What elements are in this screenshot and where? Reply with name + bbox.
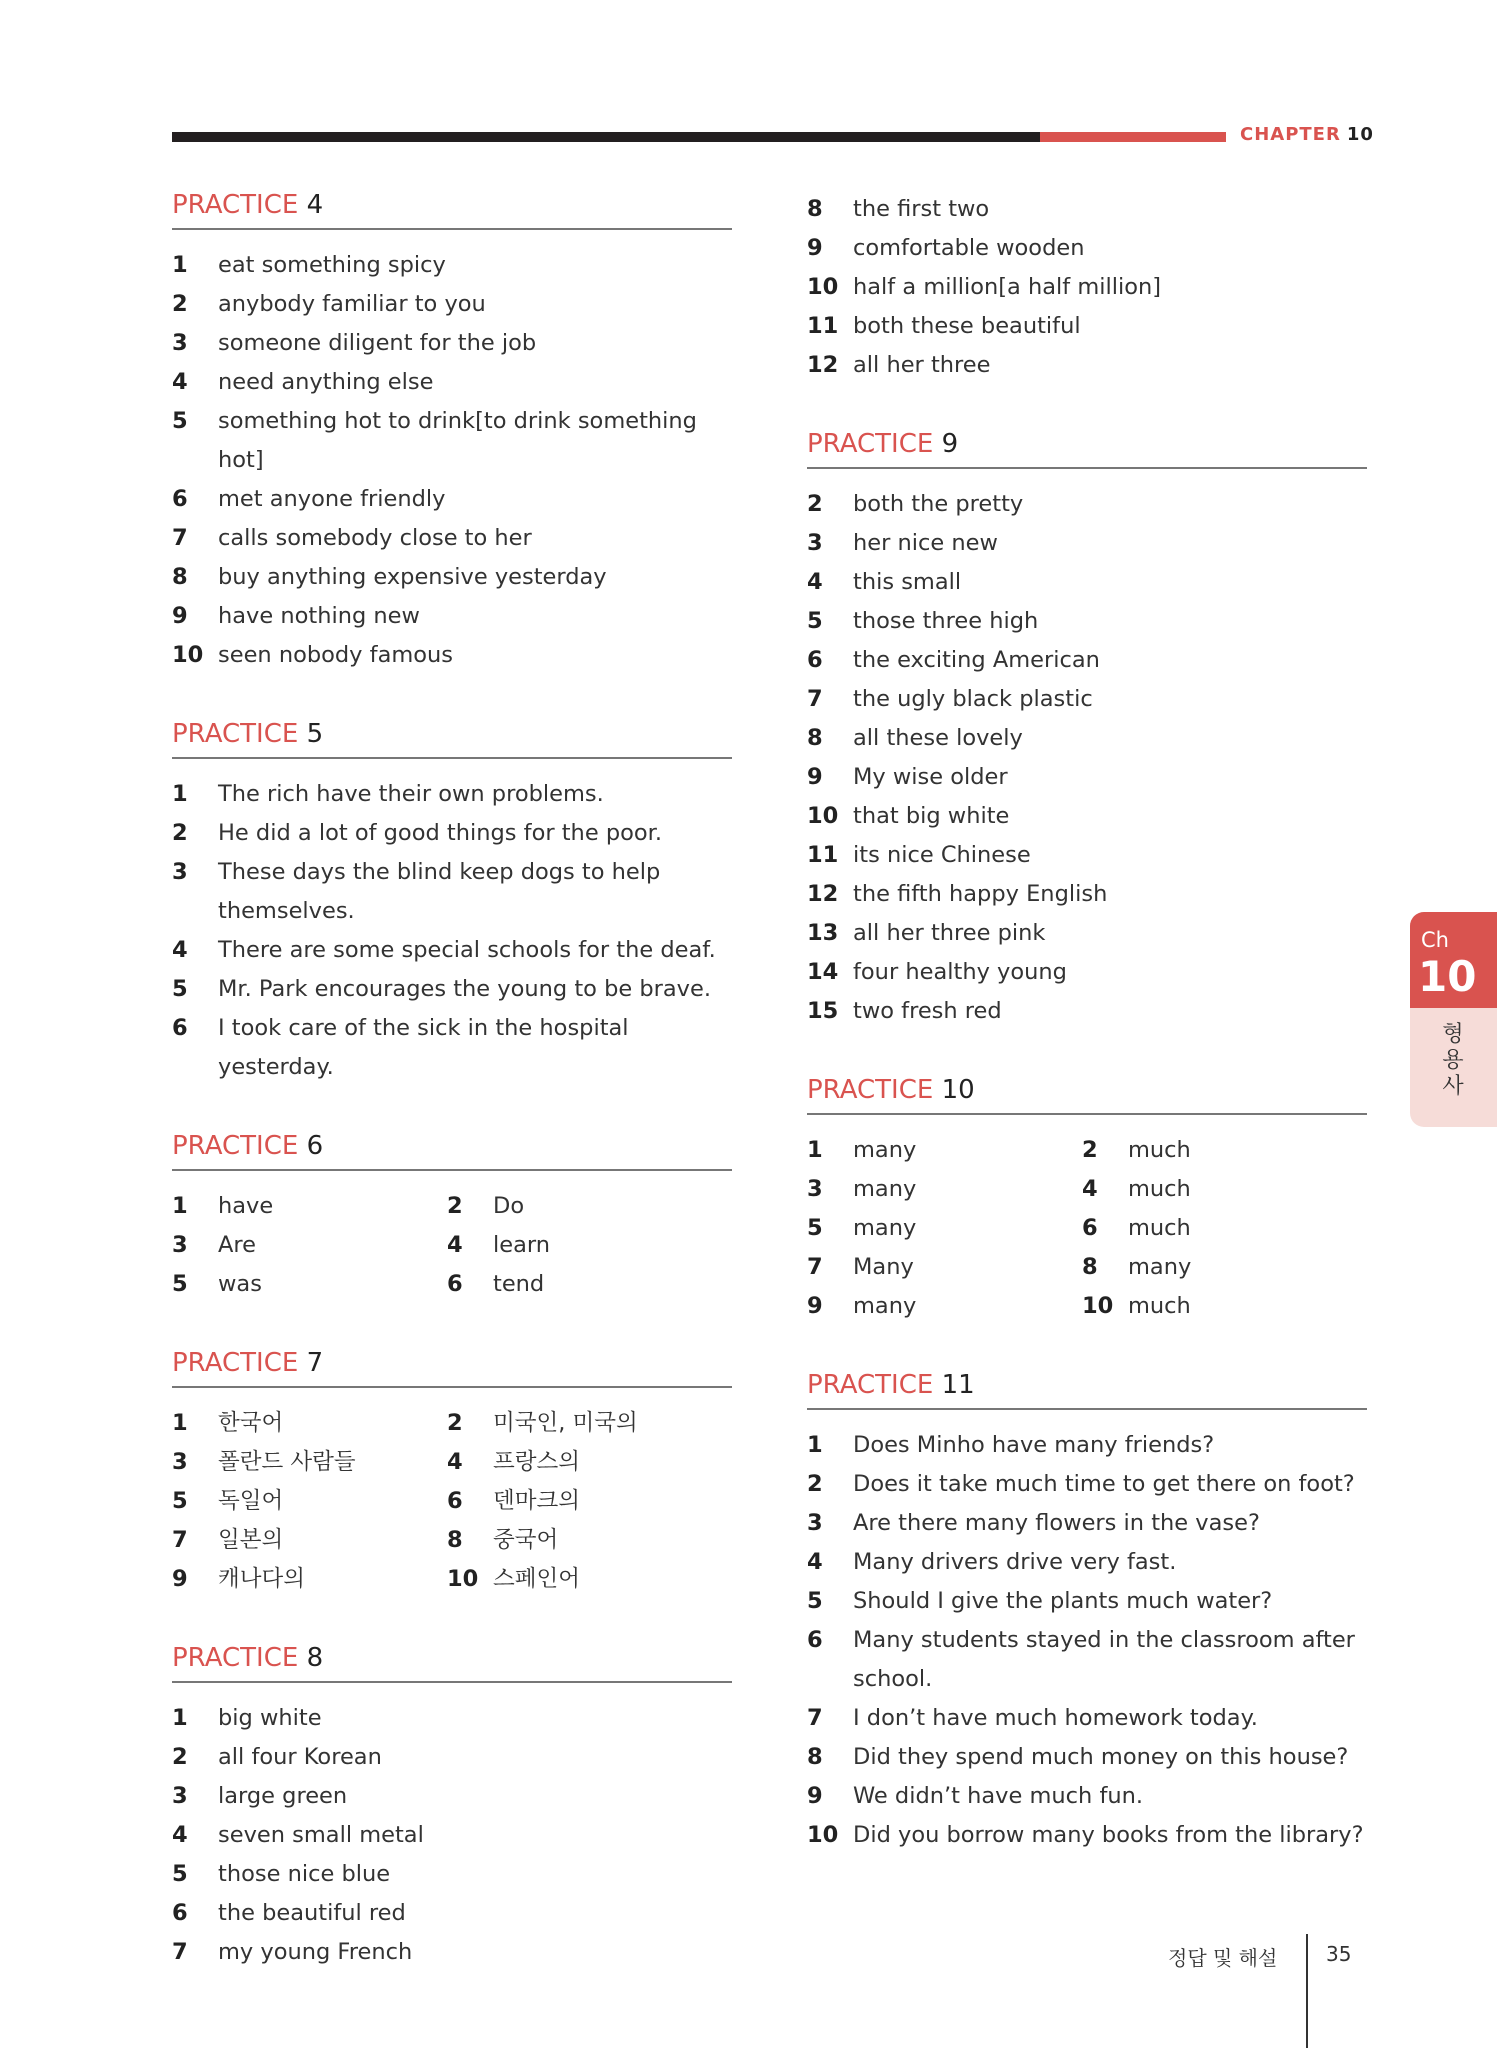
answer-text: large green (218, 1783, 348, 1809)
practice-label: PRACTICE (807, 429, 934, 459)
answer-item (807, 229, 1367, 268)
answer-item (807, 1621, 1367, 1699)
answer-text: Many students stayed in the classroom after school. (853, 1627, 1355, 1692)
answer-item (807, 1465, 1367, 1504)
answer-number: 6 (807, 1627, 823, 1653)
answer-text: Do (493, 1193, 525, 1219)
answer-text: have nothing new (218, 603, 420, 629)
answer-number: 3 (172, 1232, 188, 1258)
answer-text: 일본의 (218, 1527, 284, 1553)
answer-number: 5 (807, 1215, 823, 1241)
answer-text: that big white (853, 803, 1010, 829)
practice-11 (807, 1370, 1367, 1855)
answer-item (172, 1265, 447, 1304)
answer-text: many (853, 1137, 917, 1163)
answer-item (172, 324, 732, 363)
answer-item (807, 914, 1367, 953)
answer-text: much (1128, 1293, 1191, 1319)
answer-number: 15 (807, 998, 839, 1024)
answer-number: 8 (807, 196, 823, 222)
answer-text: the fifth happy English (853, 881, 1108, 907)
practice-label: PRACTICE (807, 1370, 934, 1400)
answer-item (172, 1521, 447, 1560)
answer-number: 4 (447, 1232, 463, 1258)
practice-4-list (172, 246, 732, 675)
answer-text: 한국어 (218, 1410, 284, 1436)
answer-number: 3 (172, 1783, 188, 1809)
answer-item (807, 524, 1367, 563)
answer-item (172, 1699, 732, 1738)
answer-number: 9 (807, 1783, 823, 1809)
header-rule-dark (172, 132, 1040, 142)
answer-number: 10 (172, 642, 204, 668)
answer-text: big white (218, 1705, 322, 1731)
answer-item (807, 1816, 1367, 1855)
answer-text: buy anything expensive yesterday (218, 564, 607, 590)
answer-text: the first two (853, 196, 990, 222)
practice-8-continued (807, 190, 1367, 385)
answer-number: 9 (807, 764, 823, 790)
answer-text: this small (853, 569, 962, 595)
practice-10-title (807, 1075, 1367, 1115)
answer-number: 14 (807, 959, 839, 985)
answer-item (172, 1443, 447, 1482)
practice-8-list (172, 1699, 732, 1972)
answer-item (172, 1816, 732, 1855)
answer-text: much (1128, 1176, 1191, 1202)
answer-text: Are there many flowers in the vase? (853, 1510, 1260, 1536)
answer-text: We didn’t have much fun. (853, 1783, 1144, 1809)
chapter-label (1240, 124, 1374, 145)
answer-text: 독일어 (218, 1488, 284, 1514)
answer-text: The rich have their own problems. (218, 781, 604, 807)
answer-number: 8 (172, 564, 188, 590)
answer-text: many (1128, 1254, 1192, 1280)
side-tab-number: 10 (1418, 952, 1477, 1001)
answer-text: calls somebody close to her (218, 525, 532, 551)
answer-item (807, 836, 1367, 875)
answer-number: 10 (807, 803, 839, 829)
practice-10-list (807, 1131, 1367, 1326)
answer-number: 2 (807, 1471, 823, 1497)
practice-label: PRACTICE (172, 1348, 299, 1378)
left-column (172, 190, 732, 2016)
answer-item (447, 1560, 732, 1599)
answer-item (172, 814, 732, 853)
answer-number: 7 (172, 1527, 188, 1553)
answer-text: all her three pink (853, 920, 1046, 946)
answer-text: 미국인, 미국의 (493, 1410, 638, 1436)
answer-number: 4 (447, 1449, 463, 1475)
answer-number: 2 (447, 1410, 463, 1436)
answer-item (807, 641, 1367, 680)
answer-item (172, 1777, 732, 1816)
chapter-side-tab-header (1410, 912, 1497, 1008)
answer-text: its nice Chinese (853, 842, 1031, 868)
answer-number: 1 (807, 1137, 823, 1163)
answer-item (172, 480, 732, 519)
answer-text: need anything else (218, 369, 434, 395)
answer-text: 프랑스의 (493, 1449, 580, 1475)
page-number: 35 (1326, 1942, 1352, 1966)
answer-item (807, 1543, 1367, 1582)
answer-item (447, 1404, 732, 1443)
answer-number: 7 (807, 1705, 823, 1731)
answer-number: 2 (447, 1193, 463, 1219)
answer-item (172, 636, 732, 675)
practice-label: PRACTICE (172, 1131, 299, 1161)
answer-number: 9 (807, 1293, 823, 1319)
answer-number: 3 (172, 330, 188, 356)
answer-item (172, 1009, 732, 1087)
answer-number: 10 (447, 1566, 479, 1592)
answer-text: those nice blue (218, 1861, 391, 1887)
answer-item (807, 1504, 1367, 1543)
answer-text: My wise older (853, 764, 1008, 790)
answer-text: something hot to drink[to drink something hot] (218, 408, 697, 473)
answer-number: 5 (172, 1488, 188, 1514)
answer-item (807, 1777, 1367, 1816)
answer-item (807, 1170, 1082, 1209)
answer-item (172, 597, 732, 636)
answer-number: 4 (1082, 1176, 1098, 1202)
answer-number: 10 (807, 1822, 839, 1848)
answer-text: Mr. Park encourages the young to be brave. (218, 976, 711, 1002)
answer-text: learn (493, 1232, 550, 1258)
answer-item (807, 190, 1367, 229)
answer-item (172, 1404, 447, 1443)
answer-number: 4 (172, 1822, 188, 1848)
answer-number: 9 (172, 603, 188, 629)
answer-number: 2 (172, 1744, 188, 1770)
answer-text: the ugly black plastic (853, 686, 1093, 712)
practice-11-list (807, 1426, 1367, 1855)
answer-text: the exciting American (853, 647, 1100, 673)
answer-item (1082, 1287, 1367, 1326)
answer-item (807, 1738, 1367, 1777)
practice-number: 11 (941, 1370, 975, 1400)
answer-text: all four Korean (218, 1744, 382, 1770)
answer-item (807, 1287, 1082, 1326)
answer-number: 4 (172, 369, 188, 395)
answer-text: many (853, 1293, 917, 1319)
answer-number: 6 (172, 1015, 188, 1041)
side-tab-subject: 형용사 (1442, 1022, 1464, 1099)
practice-6-list (172, 1187, 732, 1304)
answer-item (807, 719, 1367, 758)
practice-8-continued-list (807, 190, 1367, 385)
answer-number: 5 (807, 608, 823, 634)
answer-item (447, 1521, 732, 1560)
practice-number: 7 (306, 1348, 324, 1378)
answer-item (807, 1426, 1367, 1465)
answer-text: Should I give the plants much water? (853, 1588, 1273, 1614)
answer-item (1082, 1209, 1367, 1248)
answer-item (172, 1738, 732, 1777)
answer-number: 2 (807, 491, 823, 517)
answer-item (807, 953, 1367, 992)
practice-number: 6 (306, 1131, 324, 1161)
practice-5 (172, 719, 732, 1087)
answer-item (807, 1699, 1367, 1738)
answer-item (807, 346, 1367, 385)
answer-text: was (218, 1271, 262, 1297)
answer-number: 4 (807, 1549, 823, 1575)
answer-number: 5 (807, 1588, 823, 1614)
answer-text: Are (218, 1232, 256, 1258)
answer-item (1082, 1170, 1367, 1209)
answer-item (447, 1226, 732, 1265)
answer-number: 8 (807, 1744, 823, 1770)
practice-label: PRACTICE (807, 1075, 934, 1105)
answer-item (807, 268, 1367, 307)
answer-number: 6 (447, 1488, 463, 1514)
answer-number: 2 (172, 820, 188, 846)
answer-number: 5 (172, 1271, 188, 1297)
answer-item (807, 797, 1367, 836)
practice-number: 10 (941, 1075, 975, 1105)
answer-item (172, 519, 732, 558)
answer-text: both these beautiful (853, 313, 1081, 339)
practice-10 (807, 1075, 1367, 1326)
practice-6 (172, 1131, 732, 1304)
answer-number: 1 (172, 252, 188, 278)
answer-number: 1 (172, 781, 188, 807)
answer-text: all her three (853, 352, 991, 378)
answer-number: 3 (807, 1176, 823, 1202)
answer-item (172, 1560, 447, 1599)
answer-number: 2 (172, 291, 188, 317)
practice-8 (172, 1643, 732, 1972)
answer-number: 6 (172, 486, 188, 512)
answer-item (447, 1482, 732, 1521)
answer-item (172, 285, 732, 324)
answer-text: 스페인어 (493, 1566, 580, 1592)
practice-number: 4 (306, 190, 324, 220)
answer-text: four healthy young (853, 959, 1067, 985)
answer-number: 8 (447, 1527, 463, 1553)
answer-item (172, 246, 732, 285)
answer-item (807, 1209, 1082, 1248)
answer-item (172, 1482, 447, 1521)
answer-item (172, 1187, 447, 1226)
answer-text: tend (493, 1271, 545, 1297)
answer-number: 7 (807, 1254, 823, 1280)
answer-item (172, 1894, 732, 1933)
answer-text: 캐나다의 (218, 1566, 305, 1592)
answer-number: 11 (807, 842, 839, 868)
answer-number: 12 (807, 352, 839, 378)
answer-number: 6 (172, 1900, 188, 1926)
answer-item (447, 1265, 732, 1304)
answer-item (172, 1226, 447, 1265)
answer-item (447, 1187, 732, 1226)
answer-number: 8 (1082, 1254, 1098, 1280)
answer-number: 5 (172, 976, 188, 1002)
answer-text: anybody familiar to you (218, 291, 486, 317)
practice-label: PRACTICE (172, 190, 299, 220)
answer-text: have (218, 1193, 274, 1219)
answer-number: 9 (807, 235, 823, 261)
answer-item (172, 853, 732, 931)
practice-6-title (172, 1131, 732, 1171)
answer-item (807, 992, 1367, 1031)
practice-7-title (172, 1348, 732, 1388)
answer-item (1082, 1131, 1367, 1170)
answer-item (807, 563, 1367, 602)
answer-number: 1 (172, 1193, 188, 1219)
answer-number: 10 (807, 274, 839, 300)
practice-9-title (807, 429, 1367, 469)
answer-text: He did a lot of good things for the poor. (218, 820, 662, 846)
answer-item (807, 1131, 1082, 1170)
answer-item (172, 970, 732, 1009)
practice-number: 9 (941, 429, 959, 459)
answer-text: seven small metal (218, 1822, 424, 1848)
practice-5-title (172, 719, 732, 759)
answer-text: the beautiful red (218, 1900, 406, 1926)
answer-item (447, 1443, 732, 1482)
answer-text: I took care of the sick in the hospital yesterday. (218, 1015, 629, 1080)
answer-item (1082, 1248, 1367, 1287)
answer-item (807, 1248, 1082, 1287)
answer-number: 9 (172, 1566, 188, 1592)
answer-number: 4 (172, 937, 188, 963)
answer-text: Many (853, 1254, 914, 1280)
answer-item (807, 758, 1367, 797)
answer-text: 폴란드 사람들 (218, 1449, 356, 1475)
answer-number: 4 (807, 569, 823, 595)
answer-number: 2 (1082, 1137, 1098, 1163)
answer-text: seen nobody famous (218, 642, 454, 668)
footer-title: 정답 및 해설 (1168, 1946, 1278, 1970)
answer-item (172, 402, 732, 480)
answer-item (807, 602, 1367, 641)
answer-number: 5 (172, 408, 188, 434)
answer-text: much (1128, 1137, 1191, 1163)
answer-text: 덴마크의 (493, 1488, 580, 1514)
answer-text: two fresh red (853, 998, 1002, 1024)
answer-number: 1 (807, 1432, 823, 1458)
answer-text: Did they spend much money on this house? (853, 1744, 1349, 1770)
practice-9 (807, 429, 1367, 1031)
answer-item (172, 363, 732, 402)
answer-text: I don’t have much homework today. (853, 1705, 1258, 1731)
answer-text: Does it take much time to get there on foot? (853, 1471, 1355, 1497)
chapter-side-tab[interactable] (1410, 912, 1497, 1127)
answer-text: There are some special schools for the deaf. (218, 937, 716, 963)
practice-5-list (172, 775, 732, 1087)
answer-number: 7 (172, 1939, 188, 1965)
right-column (807, 190, 1367, 1899)
practice-number: 8 (306, 1643, 324, 1673)
practice-4 (172, 190, 732, 675)
answer-text: many (853, 1176, 917, 1202)
practice-11-title (807, 1370, 1367, 1410)
answer-text: half a million[a half million] (853, 274, 1162, 300)
answer-text: 중국어 (493, 1527, 559, 1553)
answer-number: 7 (172, 525, 188, 551)
answer-text: both the pretty (853, 491, 1024, 517)
answer-item (807, 307, 1367, 346)
answer-text: met anyone friendly (218, 486, 446, 512)
answer-number: 10 (1082, 1293, 1114, 1319)
answer-item (172, 775, 732, 814)
answer-item (172, 931, 732, 970)
answer-number: 12 (807, 881, 839, 907)
answer-item (807, 1582, 1367, 1621)
practice-label: PRACTICE (172, 1643, 299, 1673)
answer-number: 3 (172, 1449, 188, 1475)
practice-4-title (172, 190, 732, 230)
answer-number: 6 (1082, 1215, 1098, 1241)
practice-9-list (807, 485, 1367, 1031)
footer-divider (1306, 1934, 1308, 2048)
answer-text: someone diligent for the job (218, 330, 537, 356)
answer-text: comfortable wooden (853, 235, 1085, 261)
answer-text: much (1128, 1215, 1191, 1241)
answer-number: 3 (807, 1510, 823, 1536)
answer-text: many (853, 1215, 917, 1241)
answer-number: 13 (807, 920, 839, 946)
answer-number: 1 (172, 1705, 188, 1731)
answer-number: 6 (447, 1271, 463, 1297)
answer-text: those three high (853, 608, 1039, 634)
answer-text: eat something spicy (218, 252, 446, 278)
answer-item (172, 1933, 732, 1972)
answer-item (807, 680, 1367, 719)
answer-text: Many drivers drive very fast. (853, 1549, 1177, 1575)
practice-label: PRACTICE (172, 719, 299, 749)
chapter-number: 10 (1346, 124, 1374, 145)
answer-text: Does Minho have many friends? (853, 1432, 1215, 1458)
answer-number: 3 (807, 530, 823, 556)
header-rule-accent (1040, 132, 1226, 142)
answer-item (172, 558, 732, 597)
answer-text: my young French (218, 1939, 413, 1965)
chapter-text: CHAPTER (1240, 124, 1341, 145)
answer-item (807, 875, 1367, 914)
practice-number: 5 (306, 719, 324, 749)
answer-number: 6 (807, 647, 823, 673)
answer-item (807, 485, 1367, 524)
answer-item (172, 1855, 732, 1894)
answer-text: all these lovely (853, 725, 1023, 751)
answer-number: 3 (172, 859, 188, 885)
answer-number: 1 (172, 1410, 188, 1436)
answer-text: her nice new (853, 530, 998, 556)
answer-number: 5 (172, 1861, 188, 1887)
answer-text: These days the blind keep dogs to help themselves. (218, 859, 661, 924)
answer-text: Did you borrow many books from the library? (853, 1822, 1364, 1848)
practice-8-title (172, 1643, 732, 1683)
answer-number: 7 (807, 686, 823, 712)
answer-number: 8 (807, 725, 823, 751)
practice-7-list (172, 1404, 732, 1599)
side-tab-ch: Ch (1421, 928, 1449, 952)
answer-number: 11 (807, 313, 839, 339)
practice-7 (172, 1348, 732, 1599)
